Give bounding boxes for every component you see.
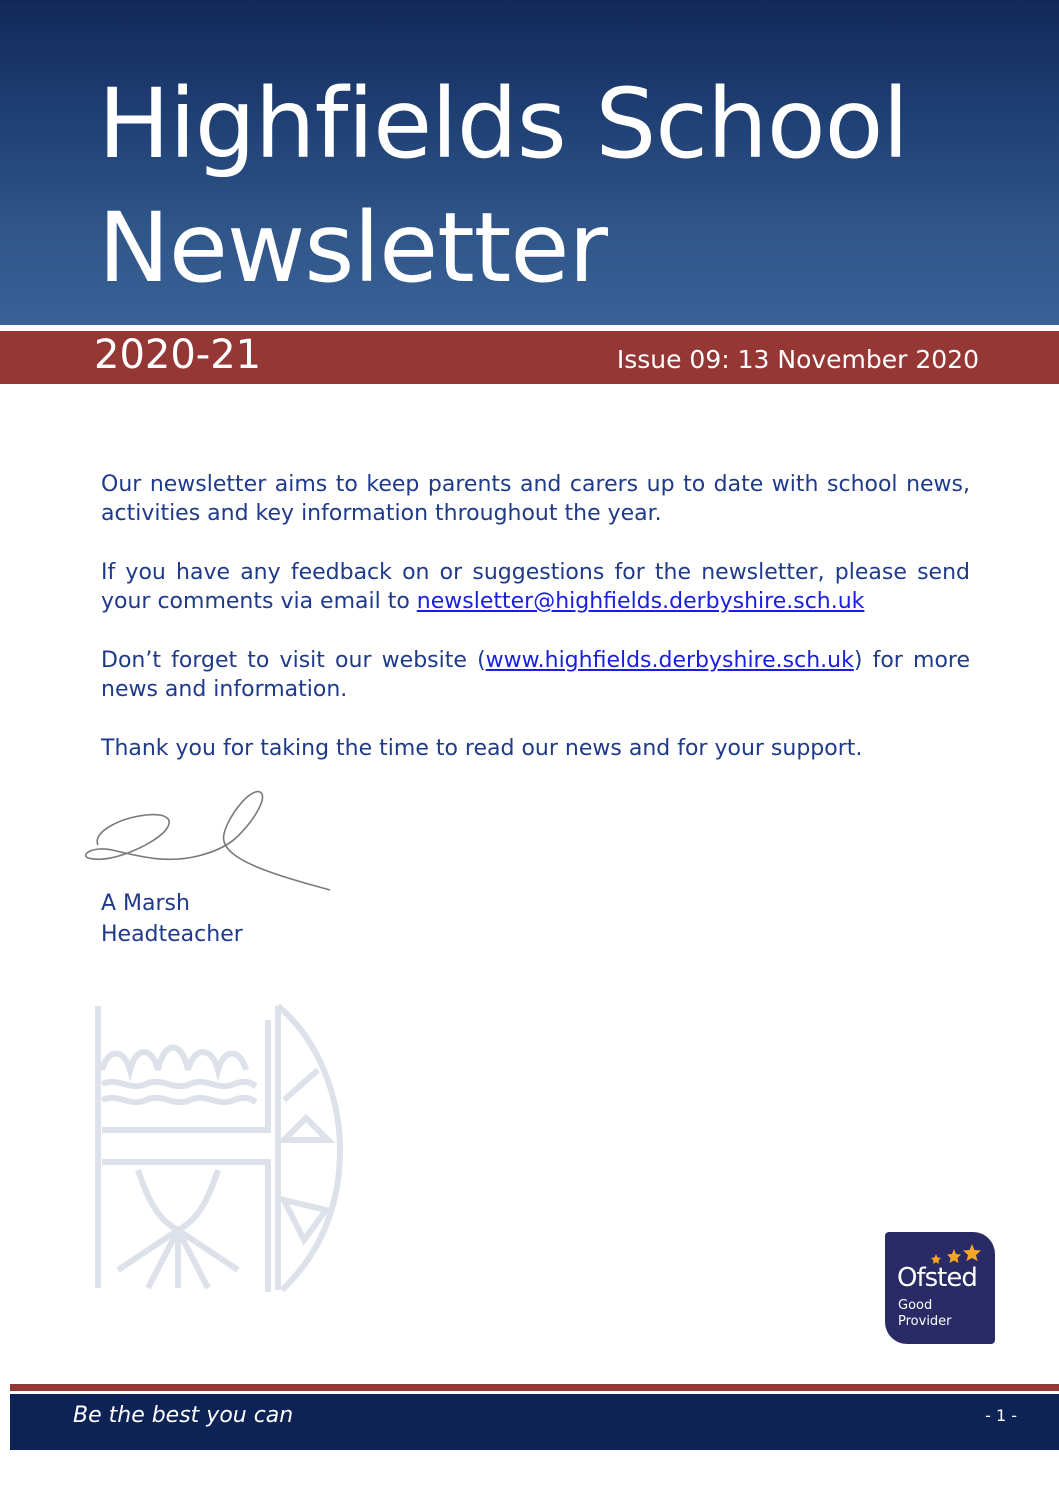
feedback-paragraph	[101, 558, 970, 616]
issue-date: Issue 09: 13 November 2020	[616, 345, 979, 374]
title-line-1: Highfields School	[98, 68, 909, 180]
newsletter-title	[98, 62, 1038, 310]
headteacher-signature	[80, 790, 340, 895]
thanks-paragraph: Thank you for taking the time to read our news and for your support.	[101, 736, 863, 761]
signatory-role: Headteacher	[101, 922, 243, 947]
newsletter-email-link[interactable]: newsletter@highfields.derbyshire.sch.uk	[416, 589, 865, 614]
website-text-before: Don’t forget to visit our website (	[101, 648, 486, 673]
ofsted-wordmark: Ofsted	[897, 1263, 977, 1293]
page-number: - 1 -	[985, 1406, 1017, 1425]
title-line-2: Newsletter	[98, 192, 607, 304]
feedback-text: If you have any feedback on or suggestions for the newsletter, please send your comments via email to	[101, 560, 970, 614]
website-link[interactable]: www.highfields.derbyshire.sch.uk	[485, 648, 854, 673]
school-motto: Be the best you can	[73, 1403, 294, 1428]
ofsted-rating-provider: Provider	[898, 1314, 952, 1329]
signatory-name: A Marsh	[101, 891, 190, 916]
newsletter-header	[0, 0, 1059, 325]
page-footer	[10, 1394, 1059, 1450]
footer-divider	[10, 1384, 1059, 1391]
intro-text	[101, 470, 970, 793]
school-year: 2020-21	[94, 332, 262, 378]
ofsted-rating-good: Good	[898, 1298, 933, 1313]
intro-paragraph: Our newsletter aims to keep parents and carers up to date with school news, activities and key information throughout the year.	[101, 472, 970, 526]
website-paragraph	[101, 646, 970, 704]
school-crest-watermark	[78, 1000, 343, 1292]
ofsted-badge	[885, 1232, 995, 1344]
website-text-after: ) for more news and information.	[101, 648, 970, 702]
